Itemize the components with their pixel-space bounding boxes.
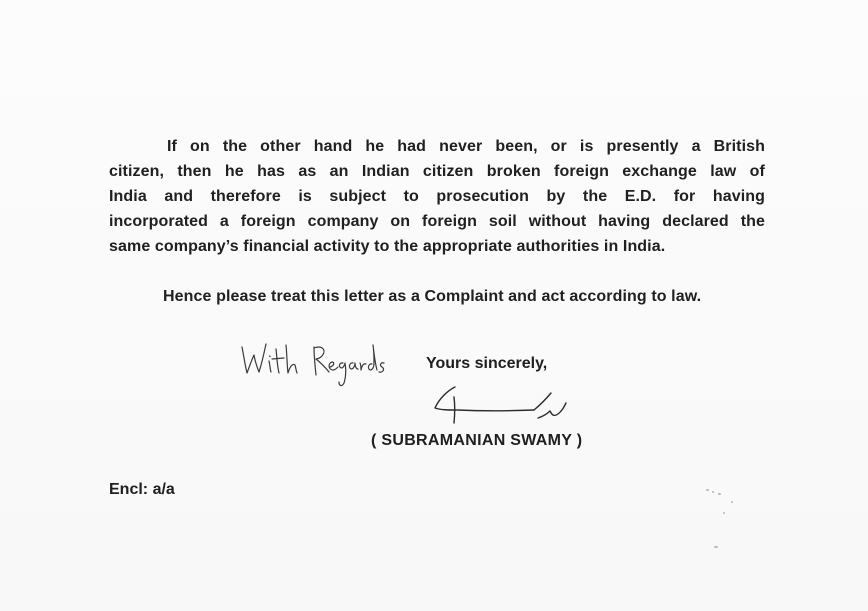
scan-speck [723,512,725,514]
handwritten-regards-note [236,335,386,395]
paragraph-line: If on the other hand he had never been, or is presently a British [167,138,765,155]
paragraph-line: same company’s financial activity to the appropriate authorities in India. [109,238,666,255]
paragraph-request: Hence please treat this letter as a Complaint and act according to law. [163,288,702,305]
scan-speck [714,546,718,548]
paragraph-line: India and therefore is subject to prosecution by the E.D. for having [109,188,765,205]
signatory-name: ( SUBRAMANIAN SWAMY ) [371,432,583,449]
scan-speck [718,493,721,495]
enclosure-note: Encl: a/a [109,481,175,498]
scan-speck [731,501,733,503]
scan-speck [706,489,709,491]
signature-mark [430,383,570,428]
paragraph-line: citizen, then he has as an Indian citizen broken foreign exchange law of [109,163,765,180]
paragraph-line: incorporated a foreign company on foreign soil without having declared the [109,213,765,230]
scan-speck [712,491,714,493]
paragraph-complaint-reason [109,134,765,259]
closing-salutation: Yours sincerely, [426,355,548,372]
